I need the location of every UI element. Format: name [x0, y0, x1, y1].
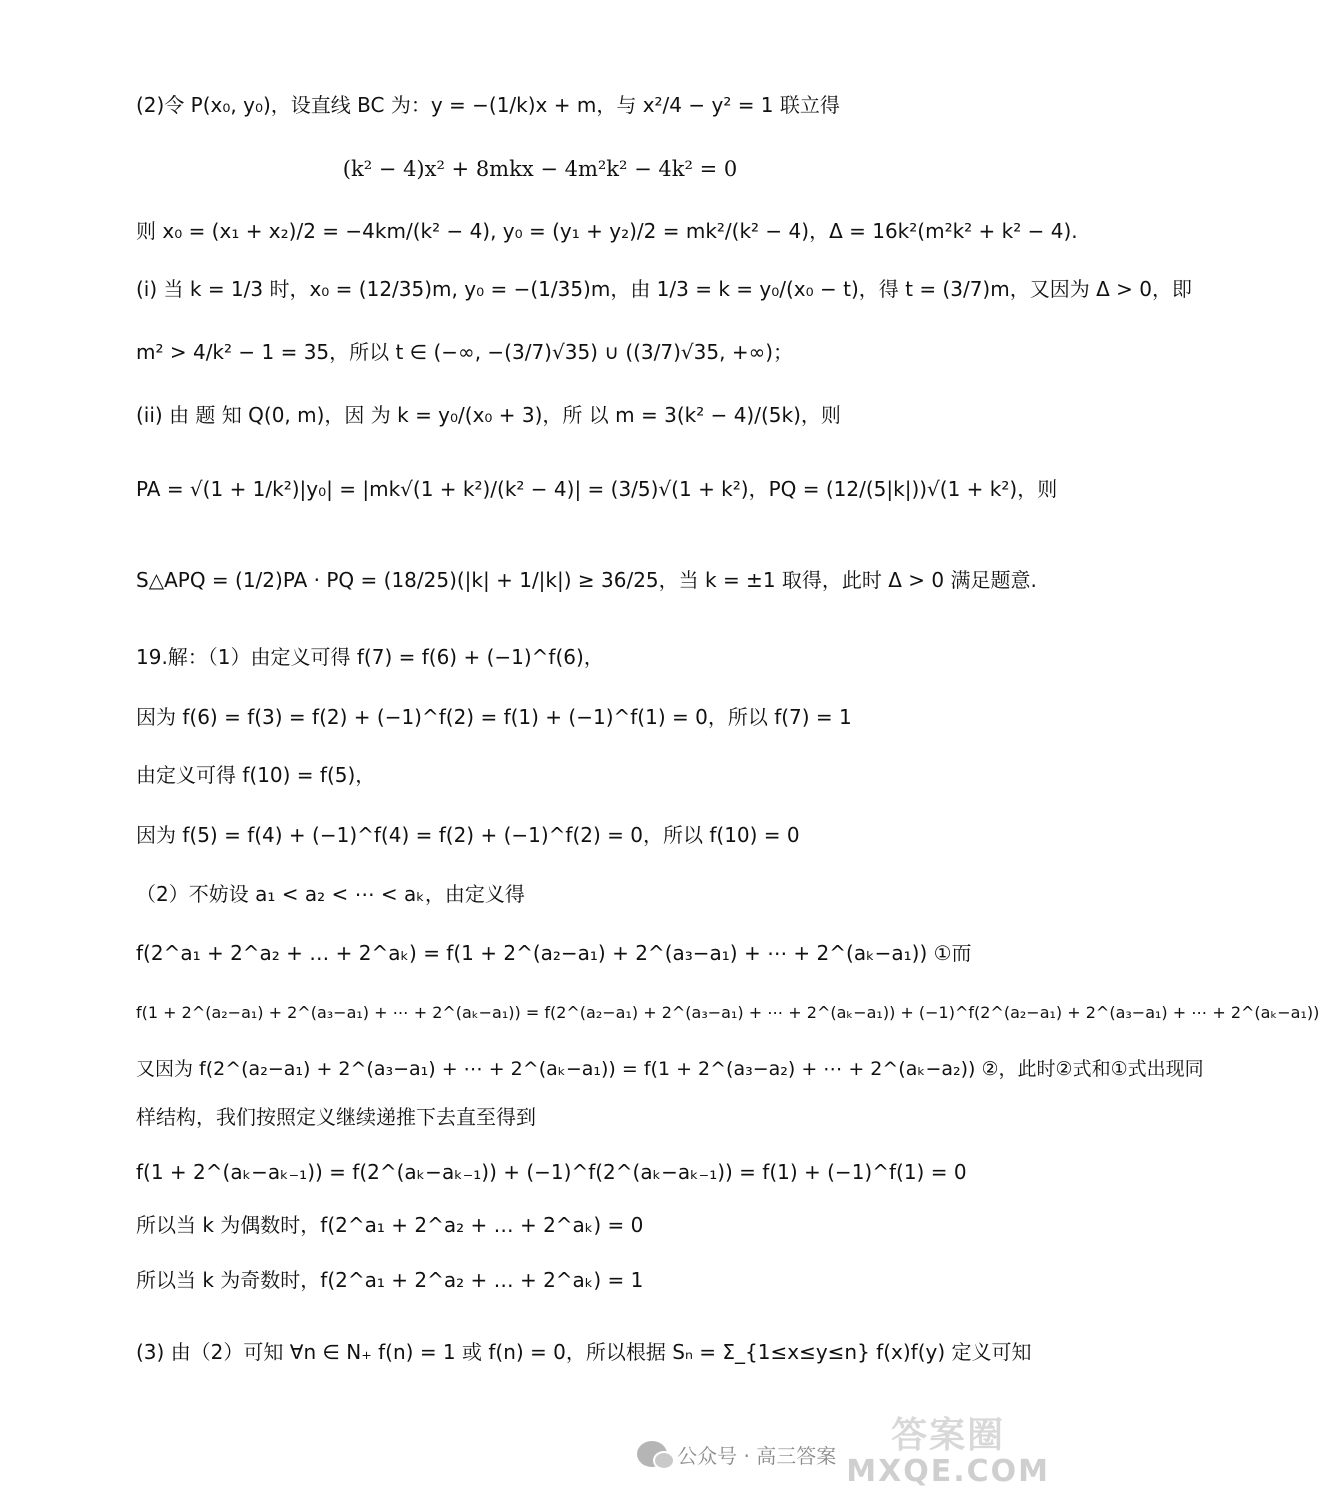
text-line: (ii) 由 题 知 Q(0, m)，因 为 k = y₀/(x₀ + 3)，所 以 m = 3(k² − 4)/(5k)，则 — [136, 403, 841, 427]
text-line: 又因为 f(2^(a₂−a₁) + 2^(a₃−a₁) + ⋯ + 2^(aₖ−a₁)) = f(1 + 2^(a₃−a₂) + ⋯ + 2^(aₖ−a₂)) ②，此时②式和①式出现同 — [136, 1058, 1204, 1080]
text-line: (2)令 P(x₀, y₀)，设直线 BC 为：y = −(1/k)x + m，与 x²/4 − y² = 1 联立得 — [136, 93, 840, 117]
text-line: (3) 由（2）可知 ∀n ∈ N₊ f(n) = 1 或 f(n) = 0，所以根据 Sₙ = Σ_{1≤x≤y≤n} f(x)f(y) 定义可知 — [136, 1340, 1032, 1364]
watermark-brand: 答案圈 — [891, 1415, 1006, 1456]
text-line: 所以当 k 为奇数时，f(2^a₁ + 2^a₂ + … + 2^aₖ) = 1 — [136, 1268, 644, 1292]
text-line: 因为 f(6) = f(3) = f(2) + (−1)^f(2) = f(1) + (−1)^f(1) = 0，所以 f(7) = 1 — [136, 705, 852, 729]
watermark-site: MXQE.COM — [846, 1454, 1050, 1489]
text-line: （2）不妨设 a₁ < a₂ < ⋯ < aₖ，由定义得 — [136, 882, 525, 906]
text-line: 则 x₀ = (x₁ + x₂)/2 = −4km/(k² − 4), y₀ = (y₁ + y₂)/2 = mk²/(k² − 4)，Δ = 16k²(m²k² + k² − 4). — [136, 219, 1078, 243]
watermark-logo — [846, 1415, 1050, 1490]
text-line: 样结构，我们按照定义继续递推下去直至得到 — [136, 1105, 536, 1129]
text-line: 由定义可得 f(10) = f(5)， — [136, 763, 376, 787]
text-line: 因为 f(5) = f(4) + (−1)^f(4) = f(2) + (−1)^f(2) = 0，所以 f(10) = 0 — [136, 823, 800, 847]
text-line: m² > 4/k² − 1 = 35，所以 t ∈ (−∞, −(3/7)√35) ∪ ((3/7)√35, +∞)； — [136, 340, 794, 364]
text-line: 19.解：（1）由定义可得 f(7) = f(6) + (−1)^f(6)， — [136, 645, 604, 669]
text-line: (i) 当 k = 1/3 时，x₀ = (12/35)m, y₀ = −(1/35)m，由 1/3 = k = y₀/(x₀ − t)，得 t = (3/7)m，又因为 Δ > 0，即 — [136, 277, 1192, 301]
wechat-icon — [637, 1441, 667, 1467]
text-line: S△APQ = (1/2)PA · PQ = (18/25)(|k| + 1/|k|) ≥ 36/25，当 k = ±1 取得，此时 Δ > 0 满足题意. — [136, 568, 1037, 592]
text-line: f(1 + 2^(aₖ−aₖ₋₁)) = f(2^(aₖ−aₖ₋₁)) + (−1)^f(2^(aₖ−aₖ₋₁)) = f(1) + (−1)^f(1) = 0 — [136, 1160, 967, 1184]
text-line: PA = √(1 + 1/k²)|y₀| = |mk√(1 + k²)/(k² − 4)| = (3/5)√(1 + k²)，PQ = (12/(5|k|))√(1 + k²)，则 — [136, 477, 1058, 501]
equation-line: (k² − 4)x² + 8mkx − 4m²k² − 4k² = 0 — [342, 157, 738, 181]
text-line: f(1 + 2^(a₂−a₁) + 2^(a₃−a₁) + ⋯ + 2^(aₖ−a₁)) = f(2^(a₂−a₁) + 2^(a₃−a₁) + ⋯ + 2^(aₖ−a₁)) + (−1)^f(2^(a₂−a₁) + 2^(a₃−a₁) + ⋯ + 2^(aₖ−a₁)) — [136, 1003, 1319, 1022]
text-line: 所以当 k 为偶数时，f(2^a₁ + 2^a₂ + … + 2^aₖ) = 0 — [136, 1213, 644, 1237]
watermark — [637, 1415, 1050, 1490]
watermark-account: 公众号 · 高三答案 — [677, 1443, 837, 1468]
text-line: f(2^a₁ + 2^a₂ + … + 2^aₖ) = f(1 + 2^(a₂−a₁) + 2^(a₃−a₁) + ⋯ + 2^(aₖ−a₁)) ①而 — [136, 941, 972, 965]
